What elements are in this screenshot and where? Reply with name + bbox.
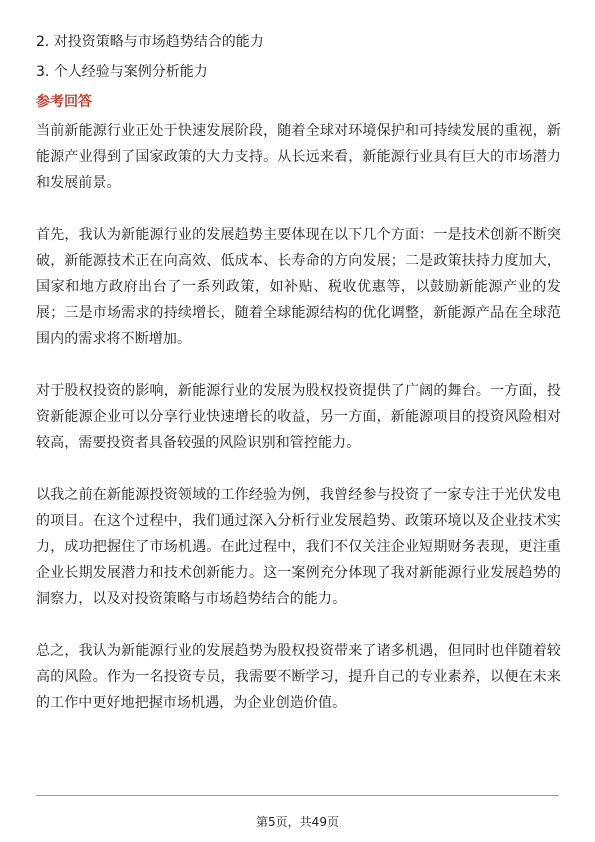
answer-paragraph-5: 总之，我认为新能源行业的发展趋势为股权投资带来了诸多机遇，但同时也伴随着较高的风险。作为一名投资专员，我需要不断学习，提升自己的专业素养，以便在未来的工作中更好地把握市场机遇，为企业创造价值。	[36, 643, 561, 711]
answer-heading: 参考回答	[36, 94, 92, 110]
list-item-2: 2. 对投资策略与市场趋势结合的能力	[36, 34, 264, 50]
list-item-3: 3. 个人经验与案例分析能力	[36, 64, 208, 80]
answer-paragraph-4: 以我之前在新能源投资领域的工作经验为例，我曾经参与投资了一家专注于光伏发电的项目。在这个过程中，我们通过深入分析行业发展趋势、政策环境以及企业技术实力，成功把握住了市场机遇。在此过程中，我们不仅关注企业短期财务表现，更注重企业长期发展潜力和技术创新能力。这一案例充分体现了我对新能源行业发展趋势的洞察力，以及对投资策略与市场趋势结合的能力。	[36, 487, 561, 607]
answer-paragraph-3: 对于股权投资的影响，新能源行业的发展为股权投资提供了广阔的舞台。一方面，投资新能源企业可以分享行业快速增长的收益，另一方面，新能源项目的投资风险相对较高，需要投资者具备较强的风险识别和管控能力。	[36, 383, 561, 451]
page-content	[36, 32, 561, 716]
answer-paragraph-1: 当前新能源行业正处于快速发展阶段，随着全球对环境保护和可持续发展的重视，新能源产业得到了国家政策的大力支持。从长远来看，新能源行业具有巨大的市场潜力和发展前景。	[36, 123, 561, 191]
footer-divider	[36, 795, 559, 796]
page-number: 第5页，共49页	[256, 815, 339, 829]
answer-body	[36, 118, 561, 716]
answer-paragraph-2: 首先，我认为新能源行业的发展趋势主要体现在以下几个方面：一是技术创新不断突破，新能源技术正在向高效、低成本、长寿命的方向发展；二是政策扶持力度加大，国家和地方政府出台了一系列政策，如补贴、税收优惠等，以鼓励新能源产业的发展；三是市场需求的持续增长，随着全球能源结构的优化调整，新能源产品在全球范围内的需求将不断增加。	[36, 227, 561, 347]
